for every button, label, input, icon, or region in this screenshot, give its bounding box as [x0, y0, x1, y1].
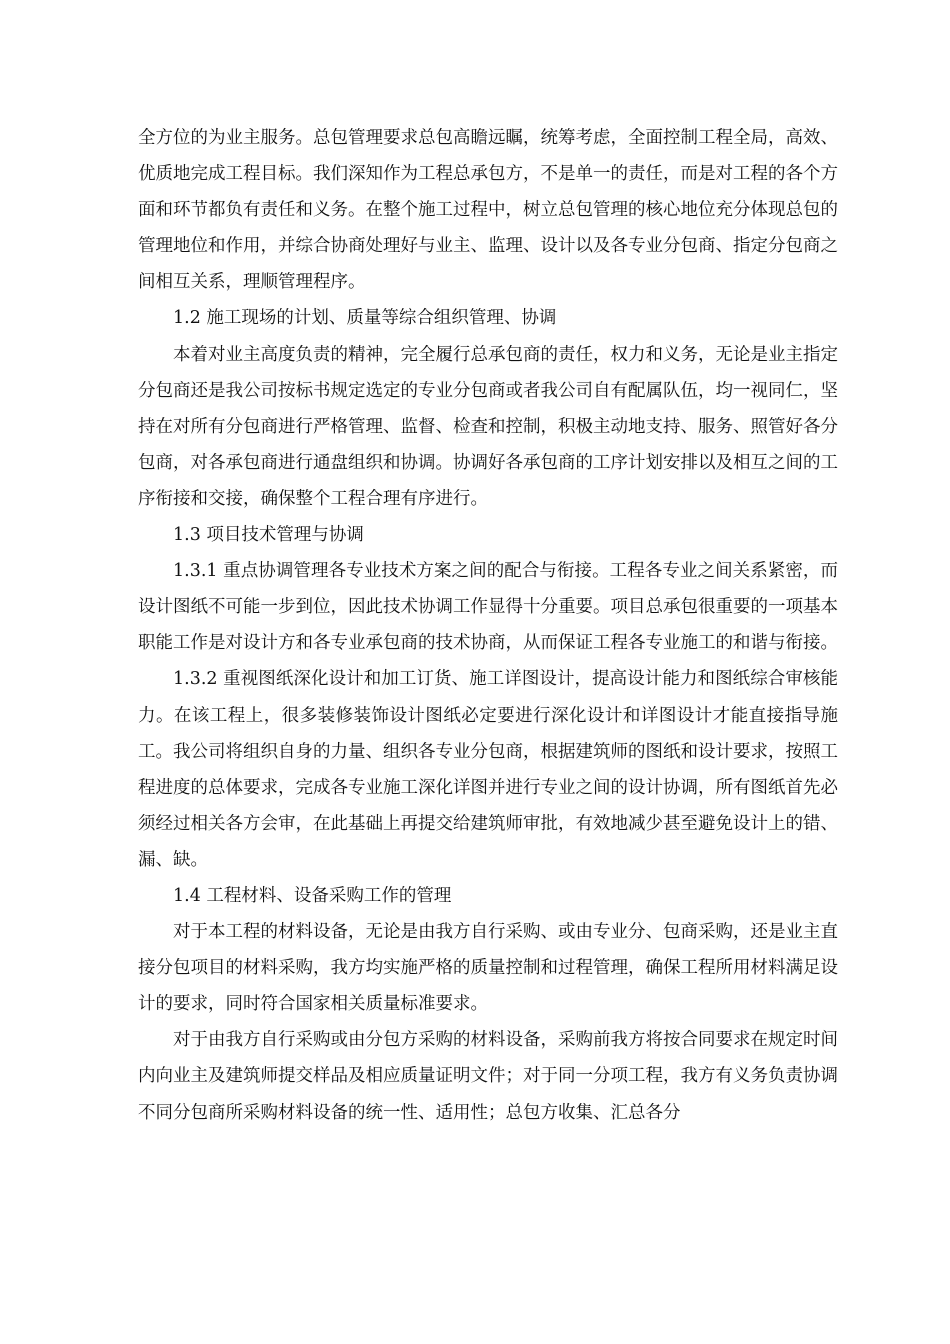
paragraph-1-3-1: 1.3.1 重点协调管理各专业技术方案之间的配合与衔接。工程各专业之间关系紧密，而设计图纸不可能一步到位，因此技术协调工作显得十分重要。项目总承包很重要的一项基本职能工作是对设计方和各专业承包商的技术协商，从而保证工程各专业施工的和谐与衔接。: [138, 561, 838, 654]
paragraph-1-3-2: 1.3.2 重视图纸深化设计和加工订货、施工详图设计，提高设计能力和图纸综合审核能力。在该工程上，很多装修装饰设计图纸必定要进行深化设计和详图设计才能直接指导施工。我公司将组织自身的力量、组织各专业分包商，根据建筑师的图纸和设计要求，按照工程进度的总体要求，完成各专业施工深化详图并进行专业之间的设计协调，所有图纸首先必须经过相关各方会审，在此基础上再提交给建筑师审批，有效地减少甚至避免设计上的错、漏、缺。: [138, 669, 838, 870]
section-heading-1-2: 1.2 施工现场的计划、质量等综合组织管理、协调: [173, 308, 557, 329]
document-body: [138, 120, 838, 1131]
paragraph-1-4-body-2: 对于由我方自行采购或由分包方采购的材料设备，采购前我方将按合同要求在规定时间内向业主及建筑师提交样品及相应质量证明文件；对于同一分项工程，我方有义务负责协调不同分包商所采购材料设备的统一性、适用性；总包方收集、汇总各分: [138, 1030, 838, 1123]
paragraph-1-2-body: 本着对业主高度负责的精神，完全履行总承包商的责任，权力和义务，无论是业主指定分包商还是我公司按标书规定选定的专业分包商或者我公司自有配属队伍，均一视同仁，坚持在对所有分包商进行严格管理、监督、检查和控制，积极主动地支持、服务、照管好各分包商，对各承包商进行通盘组织和协调。协调好各承包商的工序计划安排以及相互之间的工序衔接和交接，确保整个工程合理有序进行。: [138, 344, 838, 509]
paragraph-1-4-body-1: 对于本工程的材料设备，无论是由我方自行采购、或由专业分、包商采购，还是业主直接分包项目的材料采购，我方均实施严格的质量控制和过程管理，确保工程所用材料满足设计的要求，同时符合国家相关质量标准要求。: [138, 922, 838, 1015]
paragraph-continuation: 全方位的为业主服务。总包管理要求总包高瞻远瞩，统筹考虑，全面控制工程全局，高效、优质地完成工程目标。我们深知作为工程总承包方，不是单一的责任，而是对工程的各个方面和环节都负有责任和义务。在整个施工过程中，树立总包管理的核心地位充分体现总包的管理地位和作用，并综合协商处理好与业主、监理、设计以及各专业分包商、指定分包商之间相互关系，理顺管理程序。: [138, 128, 838, 293]
section-heading-1-3: 1.3 项目技术管理与协调: [173, 525, 364, 546]
section-heading-1-4: 1.4 工程材料、设备采购工作的管理: [173, 885, 452, 906]
